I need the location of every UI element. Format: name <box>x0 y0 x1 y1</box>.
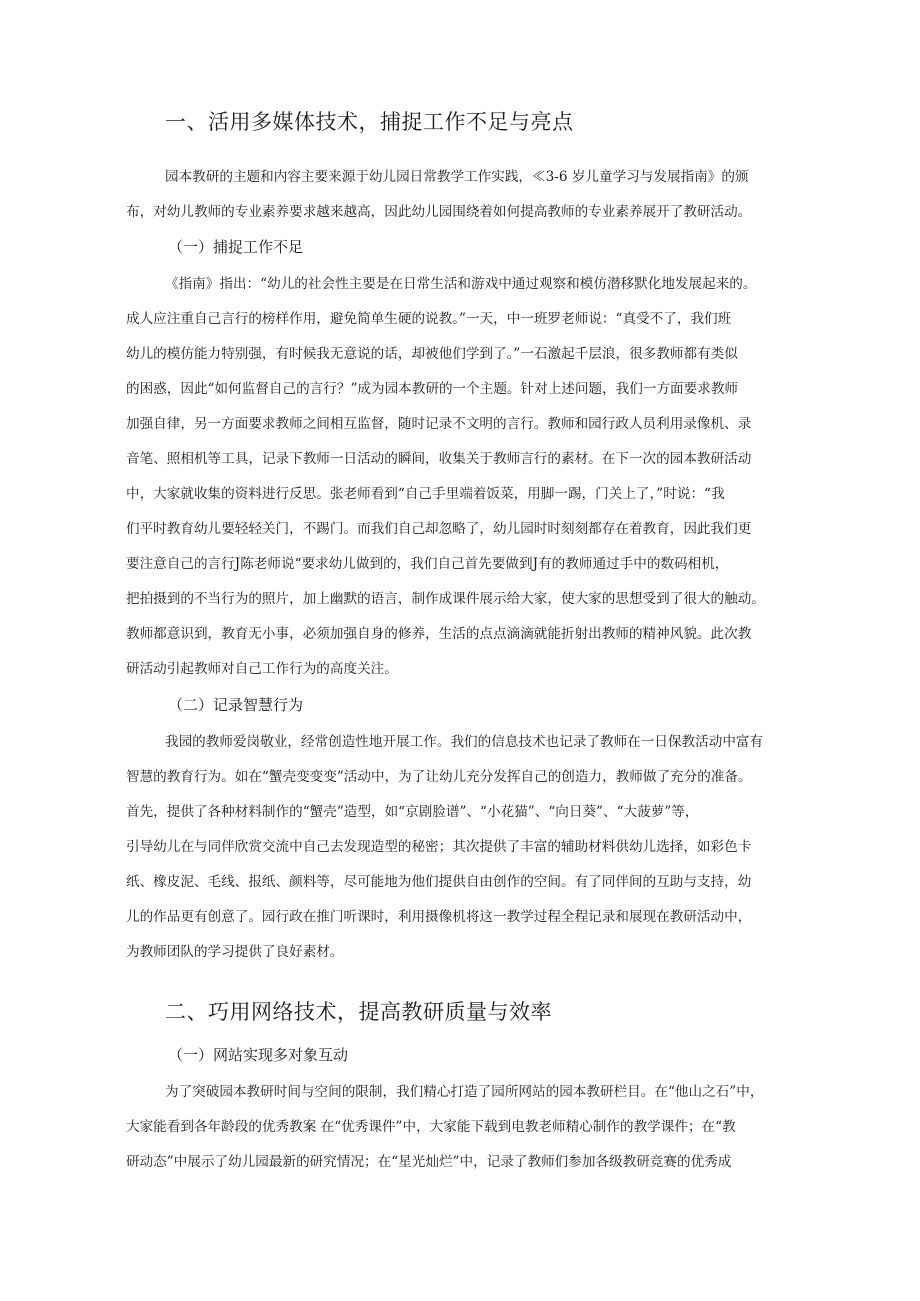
subsection-1-2-title: （二）记录智慧行为 <box>168 696 304 714</box>
paragraph-line: 研活动引起教师对自己工作行为的高度关注。 <box>126 661 398 677</box>
paragraph-line: 成人应注重自己言行的榜样作用，避免简单生硬的说教。”一天，中一班罗老师说：“真受不了，我们班 <box>126 311 732 327</box>
paragraph-line: 把拍摄到的不当行为的照片，加上幽默的语言，制作成课件展示给大家，使大家的思想受到了很大的触动。 <box>126 591 765 607</box>
paragraph-line: 们平时教育幼儿要轻轻关门，不踢门。而我们自己却忽略了，幼儿园时时刻刻都存在着教育，因此我们更 <box>126 521 752 537</box>
paragraph-line: 中，大家就收集的资料进行反思。张老师看到“自己手里端着饭菜，用脚一踢，门关上了，”时说：“我 <box>126 486 725 502</box>
paragraph-line: 为了突破园本教研时间与空间的限制，我们精心打造了园所网站的园本教研栏目。在“他山之石”中， <box>165 1084 764 1100</box>
subsection-1-1-title: （一）捕捉工作不足 <box>168 238 304 256</box>
section-2-title: 二、巧用网络技术，提高教研质量与效率 <box>165 1000 552 1024</box>
section-1-title: 一、活用多媒体技术，捕捉工作不足与亮点 <box>165 110 574 134</box>
paragraph-line: 纸、橡皮泥、毛线、报纸、颜料等，尽可能地为他们提供自由创作的空间。有了同伴间的互助与支持，幼 <box>126 874 752 890</box>
section-1-intro-line-1: 园本教研的主题和内容主要来源于幼儿园日常教学工作实践，≪3-6 岁儿童学习与发展指南》的颁 <box>165 169 749 185</box>
paragraph-line: 我园的教师爱岗敬业，经常创造性地开展工作。我们的信息技术也记录了教师在一日保教活动中富有 <box>165 734 764 750</box>
paragraph-line: 智慧的教育行为。如在“蟹壳变变变”活动中，为了让幼儿充分发挥自己的创造力，教师做了充分的准备。 <box>126 769 752 785</box>
paragraph-line: 儿的作品更有创意了。园行政在推门听课时，利用摄像机将这一教学过程全程记录和展现在教研活动中， <box>126 909 752 925</box>
paragraph-line: 要注意自己的言行J陈老师说“要求幼儿做到的，我们自己首先要做到J有的教师通过手中的数码相机， <box>126 556 729 572</box>
paragraph-line: 幼儿的模仿能力特别强，有时候我无意说的话，却被他们学到了。”一石激起千层浪，很多教师都有类似 <box>126 346 738 362</box>
paragraph-line: 教师都意识到，教育无小事，必须加强自身的修养，生活的点点滴滴就能折射出教师的精神风貌。此次教 <box>126 626 752 642</box>
paragraph-line: 为教师团队的学习提供了良好素材。 <box>126 944 344 960</box>
paragraph-line: 加强自律，另一方面要求教师之间相互监督，随时记录不文明的言行。教师和园行政人员利用录像机、录 <box>126 416 752 432</box>
paragraph-line: 大家能看到各年龄段的优秀教案 在“优秀课件”中，大家能下载到电教老师精心制作的教学课件；在“教 <box>126 1119 736 1135</box>
paragraph-line: 的困惑，因此“如何监督自己的言行？”成为园本教研的一个主题。针对上述问题，我们一方面要求教师 <box>126 381 739 397</box>
paragraph-line: 研动态”中展示了幼儿园最新的研究情况；在“星光灿烂”中，记录了教师们参加各级教研竞赛的优秀成 <box>126 1154 732 1170</box>
subsection-2-1-title: （一）网站实现多对象互动 <box>168 1046 349 1064</box>
paragraph-line: 首先，提供了各种材料制作的“蟹壳”造型，如“京剧脸谱”、“小花猫”、“向日葵”、“大菠萝”等， <box>126 804 699 820</box>
section-1-intro-line-2: 布，对幼儿教师的专业素养要求越来越高，因此幼儿园围绕着如何提高教师的专业素养展开了教研活动。 <box>126 204 752 220</box>
paragraph-line: 《指南》指出：“幼儿的社会性主要是在日常生活和游戏中通过观察和模仿潜移默化地发展起来的。 <box>165 276 757 292</box>
paragraph-line: 引导幼儿在与同伴欣赏交流中自己去发现造型的秘密；其次提供了丰富的辅助材料供幼儿选择，如彩色卡 <box>126 839 752 855</box>
paragraph-line: 音笔、照相机等工具，记录下教师一日活动的瞬间，收集关于教师言行的素材。在下一次的园本教研活动 <box>126 451 752 467</box>
